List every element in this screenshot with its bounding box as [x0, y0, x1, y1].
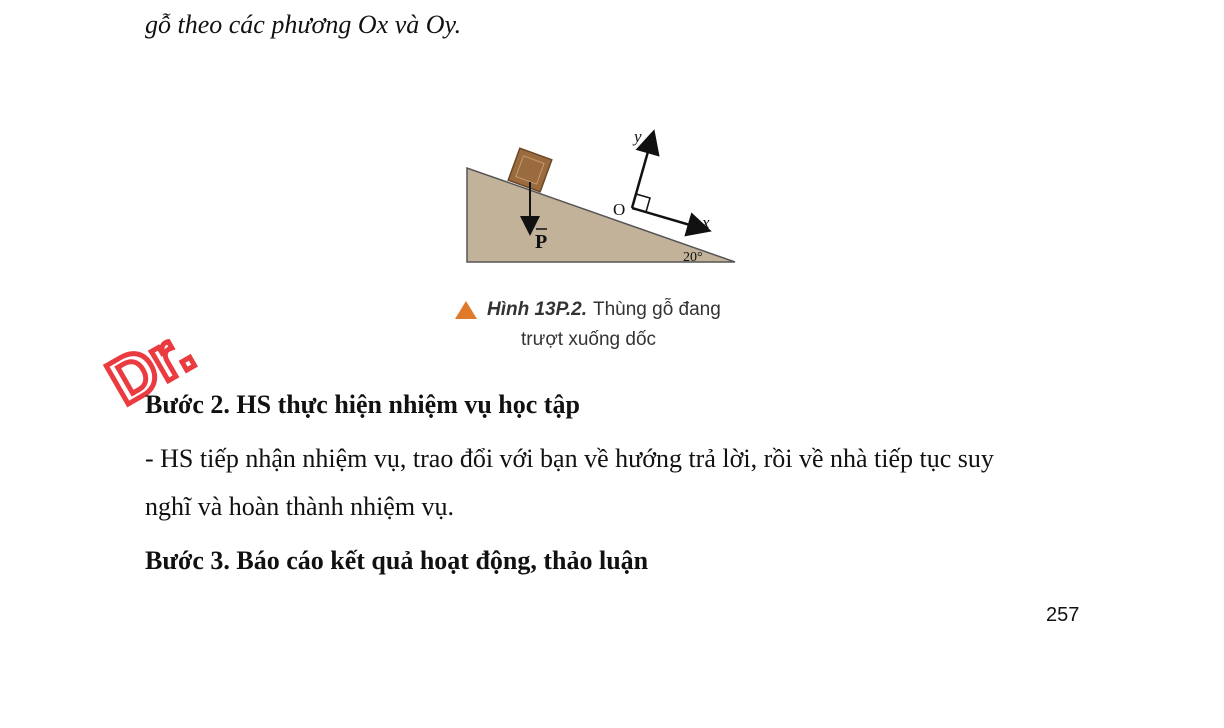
y-axis-label: y [634, 127, 642, 146]
origin-label: O [613, 200, 626, 219]
page-number: 257 [1046, 604, 1080, 626]
inclined-plane-diagram [437, 90, 767, 290]
step2-paragraph-line2: nghĩ và hoàn thành nhiệm vụ. [145, 492, 455, 521]
figure-caption [437, 295, 767, 355]
caption-triangle-icon [455, 301, 477, 319]
step3-heading: Bước 3. Báo cáo kết quả hoạt động, thảo luận [145, 546, 649, 575]
figure-inclined-plane [437, 90, 767, 362]
caption-text-line1: Thùng gỗ đang [592, 299, 721, 320]
step2-paragraph-line1: - HS tiếp nhận nhiệm vụ, trao đổi với bạn về hướng trả lời, rồi về nhà tiếp tục suy [145, 444, 994, 473]
intro-italic-line: gỗ theo các phương Ox và Oy. [145, 10, 462, 39]
watermark-text: Dr. [95, 313, 206, 419]
figure-number: Hình 13P.2. [487, 299, 587, 320]
angle-label: 20° [683, 250, 703, 265]
x-axis-label: x [702, 213, 710, 232]
x-axis-arrow [632, 208, 707, 230]
slope-triangle [467, 168, 735, 262]
caption-text-line2: trượt xuống dốc [521, 329, 657, 350]
weight-label: P [535, 231, 548, 253]
step2-heading: Bước 2. HS thực hiện nhiệm vụ học tập [145, 390, 580, 419]
